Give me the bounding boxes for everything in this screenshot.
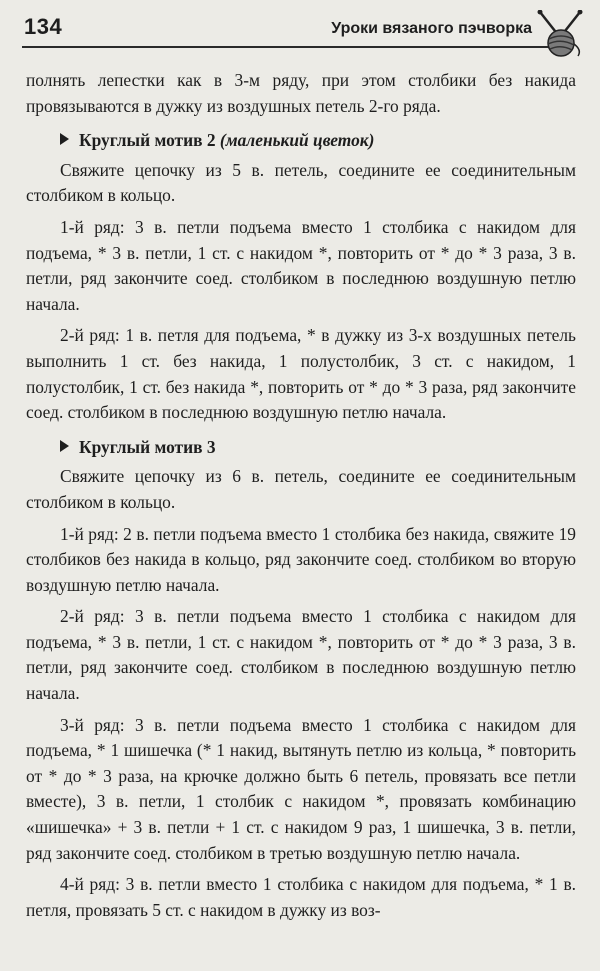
intro-paragraph: полнять лепестки как в 3-м ряду, при этом столбики без накида провязываются в дужку из воздушных петель 2-го ряда. (26, 70, 576, 116)
motif2-row-2: 2-й ряд: 1 в. петля для подъема, * в дужку из 3-х воздушных петель выполнить 1 ст. без накида, 1 полустолбик, 3 ст. с накидом, 1 полустолбик, 1 ст. без накида *, повторить от * до * 3 раза, ряд закончите соед. столбиком в последнюю воздушную петлю начала. (26, 325, 576, 423)
motif3-row-4: 4-й ряд: 3 в. петли вместо 1 столбика с накидом для подъема, * 1 в. петля, провязать 5 ст. с накидом в дужку из воз- (26, 874, 576, 920)
motif3-heading (26, 435, 576, 461)
page-header (0, 0, 600, 62)
motif3-row-2: 2-й ряд: 3 в. петли подъема вместо 1 столбика с накидом для подъема, * 3 в. петли, 1 ст. с накидом *, повторить от * до * 3 раза, 3 в. петли, ряд закончите соед. столбиком в последнюю воздушную петлю начала. (26, 606, 576, 704)
header-rule (22, 46, 550, 48)
motif3-intro: Свяжите цепочку из 6 в. петель, соедините ее соединительным столбиком в кольцо. (26, 466, 576, 512)
page-content (26, 68, 576, 923)
page-number: 134 (24, 14, 63, 39)
motif2-title: Круглый мотив 2 (79, 130, 216, 151)
bullet-triangle-icon (60, 133, 69, 145)
motif3-row-1: 1-й ряд: 2 в. петли подъема вместо 1 столбика без накида, свяжите 19 столбиков без накида в кольцо, ряд закончите соед. столбиком во вторую воздушную петлю начала. (26, 523, 576, 595)
motif2-intro: Свяжите цепочку из 5 в. петель, соедините ее соединительным столбиком в кольцо. (26, 159, 576, 206)
running-title: Уроки вязаного пэчворка (331, 20, 532, 37)
motif3-row-3: 3-й ряд: 3 в. петли подъема вместо 1 столбика с накидом для подъема, * 1 шишечка (* 1 накид, вытянуть петлю из кольца, * повторить от * до * 3 раза, на крючке должно быть 6 петель, провязать все петли вместе), 3 в. петли, 1 столбик с накидом *, провязать комбинацию «шишечка» + 3 в. петли + 1 ст. с накидом 9 раз, 1 шишечка, 3 в. петли, ряд закончите соед. столбиком в третью воздушную петлю начала. (26, 714, 576, 863)
motif2-heading (26, 128, 576, 154)
motif2-subtitle: (маленький цветок) (219, 130, 375, 151)
yarn-ball-with-needles-icon (534, 10, 586, 58)
motif2-row-1: 1-й ряд: 3 в. петли подъема вместо 1 столбика с накидом для подъема, * 3 в. петли, 1 ст. с накидом *, повторить от * до * 3 раза, 3 в. петли, ряд закончите соед. столбиком в последнюю воздушную петлю начала. (26, 216, 576, 314)
bullet-triangle-icon (60, 440, 69, 452)
motif3-title: Круглый мотив 3 (79, 436, 216, 457)
